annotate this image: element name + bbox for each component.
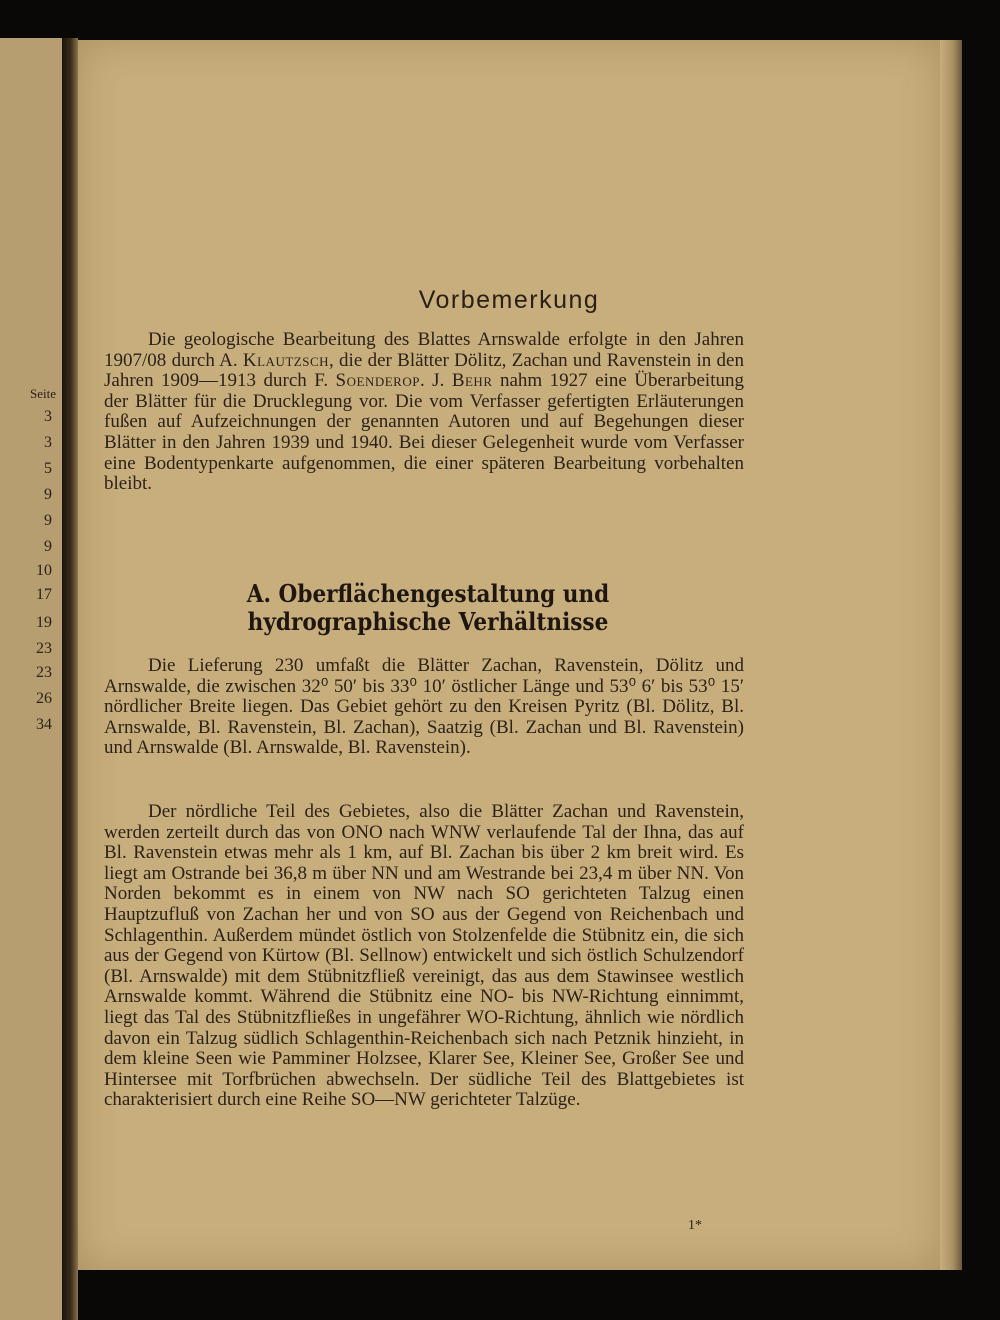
toc-page-number: 23 [36,640,52,657]
body-paragraph-2: Der nördliche Teil des Gebietes, also die Blätter Zachan und Ravenstein, werden zerteilt durch das von ONO nach WNW verlaufende Tal der Ihna, das auf Bl. Ravenstein etwas mehr als 1 km, auf Bl. Zachan bis über 2 km breit wird. Es liegt am Ostrande bei 36,8 m über NN und am Westrande bei 23,4 m über NN. Von Norden bekommt es in einem von NW nach SO gerichteten Talzug einen Hauptzufluß von Zachan her und von SO aus der Gegend von Reichenbach und Schlagenthin. Außerdem mündet östlich von Stolzenfelde die Stübnitz ein, die sich aus der Gegend von Kürtow (Bl. Sellnow) entwickelt und sich östlich Schulzendorf (Bl. Arnswalde) mit dem Stübnitzfließ vereinigt, das aus dem Stawinsee westlich Arnswalde kommt. Während die Stübnitz eine NO- bis NW-Richtung einnimmt, liegt das Tal des Stübnitzfließes in ungefährer WO-Richtung, ähnlich wie nördlich davon ein Talzug südlich Schlagenthin-Reichenbach sich nach Petznik hinzieht, in dem kleine Seen wie Pamminer Holzsee, Klarer See, Kleiner See, Großer See und Hintersee mit Torfbrüchen abwechseln. Der südliche Teil des Blattgebietes ist charakterisiert durch eine Reihe SO—NW gerichteter Talzüge. [104,801,744,1111]
intro-text-4: nahm 1927 eine Überarbeitung der Blätter für die Drucklegung vor. Die vom Verfasser gefertigten Erläuterungen fußen auf Aufzeichnungen der genannten Autoren und auf Begehungen dieser Blätter in den Jahren 1939 und 1940. Bei dieser Gelegenheit wurde vom Verfasser eine Bodentypenkarte aufgenommen, die einer späteren Bearbeitung vorbehalten bleibt. [104,370,744,495]
document-page [78,40,940,1270]
intro-paragraph [104,330,744,495]
intro-text-3: . J. [419,370,452,392]
toc-page-number: 3 [44,434,52,451]
book-spine [62,38,78,1320]
toc-page-number: 23 [36,664,52,681]
intro-text-2: , die der Blätter Dölitz, Zachan und Ravenstein in den Jahren 1909—1913 durch F. [104,349,744,392]
page-edge-shadow [940,40,962,1270]
author-name: Klautzsch [242,349,329,371]
toc-page-number: 19 [36,614,52,631]
toc-page-number: 17 [36,586,52,603]
toc-page-number: 9 [44,486,52,503]
seite-label: Seite [30,386,56,401]
toc-page-number: 34 [36,716,52,733]
toc-page-number: 26 [36,690,52,707]
section-title: A. Oberflächengestaltung und hydrographische Verhältnisse [246,579,610,636]
previous-page-edge [0,38,62,1320]
toc-page-number: 9 [44,512,52,529]
author-name: Soenderop [335,370,420,392]
sheet-signature: 1* [688,1218,702,1233]
author-name: Behr [451,370,493,392]
intro-text-1: Die geologische Bearbeitung des Blattes Arnswalde erfolgte in den Jahren 1907/08 durch A. [104,329,744,371]
toc-page-number: 9 [44,538,52,555]
toc-page-number: 3 [44,408,52,425]
page-heading: Vorbemerkung [418,286,600,314]
toc-page-number: 5 [44,460,52,477]
body-paragraph-1: Die Lieferung 230 umfaßt die Blätter Zachan, Ravenstein, Dölitz und Arnswalde, die zwischen 32⁰ 50′ bis 33⁰ 10′ östlicher Länge und 53⁰ 6′ bis 53⁰ 15′ nördlicher Breite liegen. Das Gebiet gehört zu den Kreisen Pyritz (Bl. Dölitz, Bl. Arnswalde, Bl. Ravenstein, Bl. Zachan), Saatzig (Bl. Zachan und Bl. Ravenstein) und Arnswalde (Bl. Arnswalde, Bl. Ravenstein). [104,655,744,759]
toc-page-number: 10 [36,562,52,579]
